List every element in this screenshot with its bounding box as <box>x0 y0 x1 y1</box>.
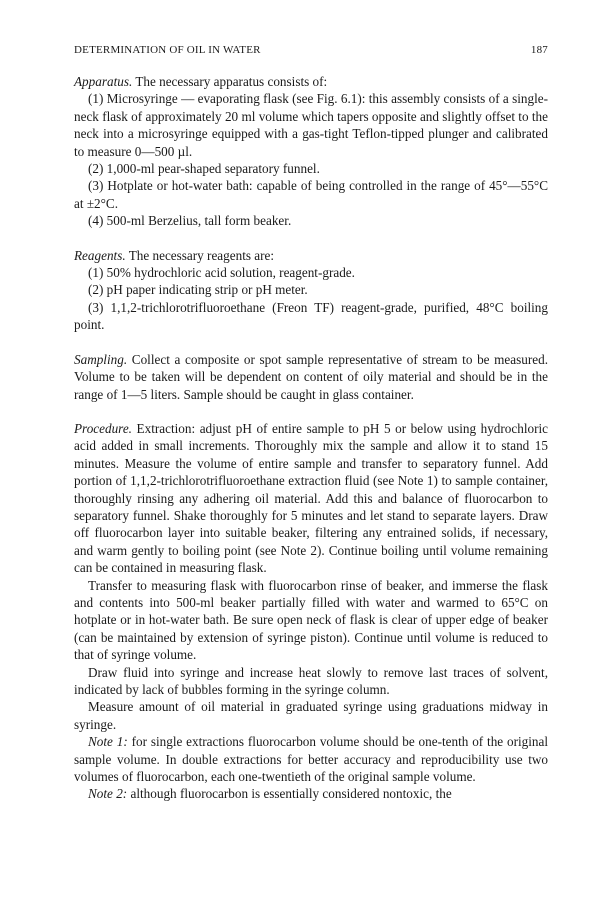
note-2: Note 2: although fluorocarbon is essentially considered nontoxic, the <box>88 786 452 802</box>
note-1: Note 1: for single extractions fluorocarbon volume should be one-tenth of the original sample volume. In double extractions for better accuracy and reproducibility use two volumes of fluorocarbon, each one-twentieth of the original sample volume. <box>74 734 549 785</box>
procedure-paragraph-4: Measure amount of oil material in graduated syringe using graduations midway in syringe. <box>74 699 548 732</box>
page-body <box>74 73 548 803</box>
apparatus-item-3: (3) Hotplate or hot-water bath: capable of being controlled in the range of 45°—55°C at ±2°C. <box>74 178 548 211</box>
apparatus-intro: Apparatus. The necessary apparatus consists of: <box>74 74 328 89</box>
sampling-paragraph: Sampling. Collect a composite or spot sample representative of stream to be measured. Volume to be taken will be dependent on content of oily material and should be in the range of 1—5 liters. Sample should be caught in glass container. <box>74 351 549 402</box>
procedure-heading: Procedure. <box>74 420 132 436</box>
note-1-label: Note 1: <box>88 734 128 750</box>
page-number: 187 <box>530 44 548 56</box>
apparatus-item-2: (2) 1,000-ml pear-shaped separatory funnel. <box>88 161 320 177</box>
apparatus-item-1: (1) Microsyringe — evaporating flask (see Fig. 6.1): this assembly consists of a single-neck flask of approximately 20 ml volume which tapers opposite and slightly offset to the neck into a microsyringe equipped with a gas-tight Teflon-tipped plunger and calibrated to measure 0—500 µl. <box>74 91 548 159</box>
procedure-paragraph-2: Transfer to measuring flask with fluorocarbon rinse of beaker, and immerse the flask and contents into 500-ml beaker partially filled with water and warmed to 65°C on hotplate or in hot-water bath. Be sure open neck of flask is clear of upper edge of beaker (can be maintained by extension of syringe piston). Continue until volume is reduced to that of syringe volume. <box>74 577 548 663</box>
procedure-paragraph-1: Procedure. Extraction: adjust pH of entire sample to pH 5 or below using hydrochloric acid added in small increments. Thoroughly mix the sample and allow it to stand 15 minutes. Measure the volume of entire sample and transfer to separatory funnel. Add portion of 1,1,2-trichlorotrifluoroethane extraction fluid (see Note 1) to sample container, thoroughly rinsing any adhering oil material. Add this and balance of fluorocarbon to separatory funnel. Shake thoroughly for 5 minutes and let stand to separate layers. Draw off fluorocarbon layer into suitable beaker, filtering any entrained solids, if necessary, and warm gently to boiling point (see Note 2). Continue boiling until volume remaining can be contained in measuring flask. <box>74 420 548 576</box>
note-2-label: Note 2: <box>88 786 128 802</box>
book-page <box>74 44 548 803</box>
reagents-item-1: (1) 50% hydrochloric acid solution, reagent-grade. <box>88 265 355 281</box>
reagents-item-3: (3) 1,1,2-trichlorotrifluoroethane (Freon TF) reagent-grade, purified, 48°C boiling point. <box>74 299 548 333</box>
procedure-paragraph-3: Draw fluid into syringe and increase heat slowly to remove last traces of solvent, indicated by lack of bubbles forming in the syringe column. <box>74 664 548 697</box>
reagents-intro: Reagents. The necessary reagents are: <box>74 247 275 263</box>
apparatus-heading: Apparatus. <box>74 74 133 89</box>
apparatus-item-4: (4) 500-ml Berzelius, tall form beaker. <box>88 213 292 229</box>
running-head <box>74 44 548 62</box>
sampling-heading: Sampling. <box>74 351 128 367</box>
reagents-item-2: (2) pH paper indicating strip or pH meter. <box>88 282 308 298</box>
running-title: DETERMINATION OF OIL IN WATER <box>74 44 261 56</box>
reagents-heading: Reagents. <box>74 247 126 263</box>
